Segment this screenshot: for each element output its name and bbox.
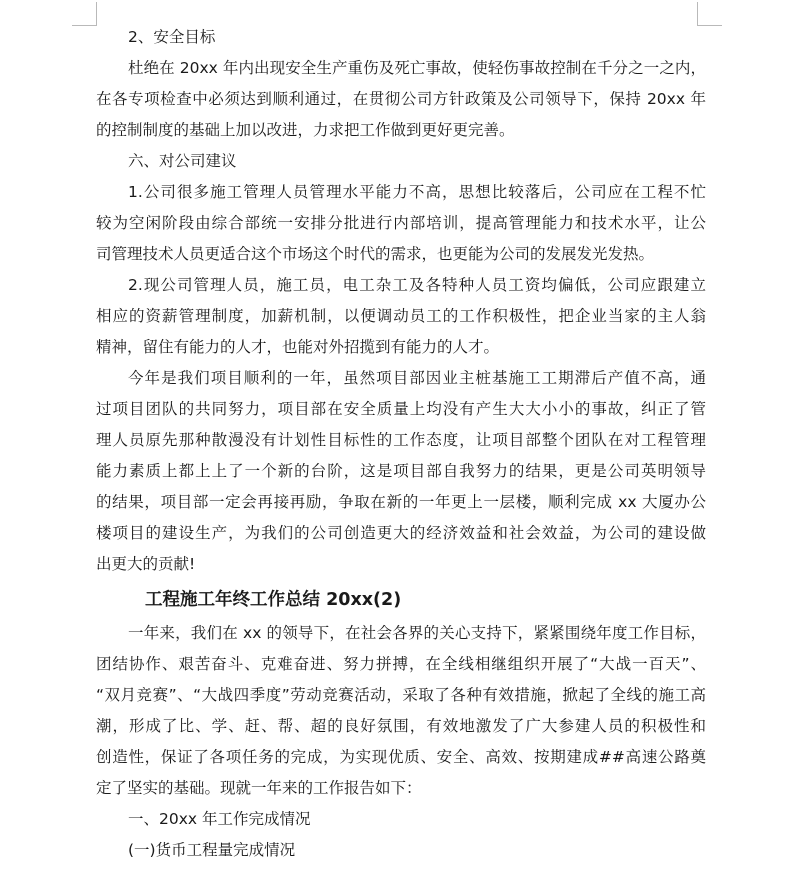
text-line: 杜绝在 20xx 年内出现安全生产重伤及死亡事故，使轻伤事故控制在千分之一之内，	[128, 59, 706, 77]
text-line: 理人员原先那种散漫没有计划性目标性的工作态度，让项目部整个团队在对工程管理	[96, 431, 706, 449]
text-line: 精神，留住有能力的人才，也能对外招揽到有能力的人才。	[96, 338, 500, 356]
text-line: 过项目团队的共同努力，项目部在安全质量上均没有产生大大小小的事故，纠正了管	[96, 400, 706, 418]
text-line: 创造性，保证了各项任务的完成，为实现优质、安全、高效、按期建成##高速公路奠	[96, 748, 706, 766]
text-line: “双月竞赛”、“大战四季度”劳动竞赛活动，采取了各种有效措施，掀起了全线的施工高	[96, 686, 706, 704]
text-line: 潮，形成了比、学、赶、帮、超的良好氛围，有效地激发了广大参建人员的积极性和	[96, 717, 706, 735]
text-line: 六、对公司建议	[128, 152, 237, 170]
text-line: 相应的资薪管理制度，加薪机制，以便调动员工的工作积极性，把企业当家的主人翁	[96, 307, 706, 325]
text-line: 的控制制度的基础上加以改进，力求把工作做到更好更完善。	[96, 121, 515, 139]
text-line: 今年是我们项目顺利的一年，虽然项目部因业主桩基施工工期滞后产值不高，通	[128, 369, 706, 387]
text-line: 一、20xx 年工作完成情况	[128, 810, 311, 828]
text-line: 2.现公司管理人员，施工员，电工杂工及各特种人员工资均偏低，公司应跟建立	[128, 276, 706, 294]
text-line: 一年来，我们在 xx 的领导下，在社会各界的关心支持下，紧紧围绕年度工作目标，	[128, 624, 706, 642]
text-line: 2、安全目标	[128, 28, 216, 46]
text-line: (一)货币工程量完成情况	[128, 841, 296, 859]
text-line: 较为空闲阶段由综合部统一安排分批进行内部培训，提高管理能力和技术水平，让公	[96, 214, 706, 232]
text-line: 团结协作、艰苦奋斗、克难奋进、努力拼搏，在全线相继组织开展了“大战一百天”、	[96, 655, 706, 673]
text-line: 楼项目的建设生产，为我们的公司创造更大的经济效益和社会效益，为公司的建设做	[96, 524, 706, 542]
text-line: 司管理技术人员更适合这个市场这个时代的需求，也更能为公司的发展发光发热。	[96, 245, 655, 263]
crop-mark-right-horizontal	[697, 25, 722, 26]
text-line: 能力素质上都上上了一个新的台阶，这是项目部自我努力的结果，更是公司英明领导	[96, 462, 706, 480]
text-line: 出更大的贡献!	[96, 555, 196, 573]
text-line: 1.公司很多施工管理人员管理水平能力不高，思想比较落后，公司应在工程不忙	[128, 183, 706, 201]
crop-mark-left-horizontal	[72, 25, 97, 26]
section-heading: 工程施工年终工作总结 20xx(2)	[145, 590, 402, 610]
crop-mark-left-vertical	[96, 2, 97, 26]
crop-mark-right-vertical	[697, 2, 698, 26]
text-line: 定了坚实的基础。现就一年来的工作报告如下：	[96, 779, 422, 797]
text-line: 在各专项检查中必须达到顺利通过，在贯彻公司方针政策及公司领导下，保持 20xx 年	[96, 90, 706, 108]
text-line: 的结果，项目部一定会再接再励，争取在新的一年更上一层楼，顺利完成 xx 大厦办公	[96, 493, 706, 511]
